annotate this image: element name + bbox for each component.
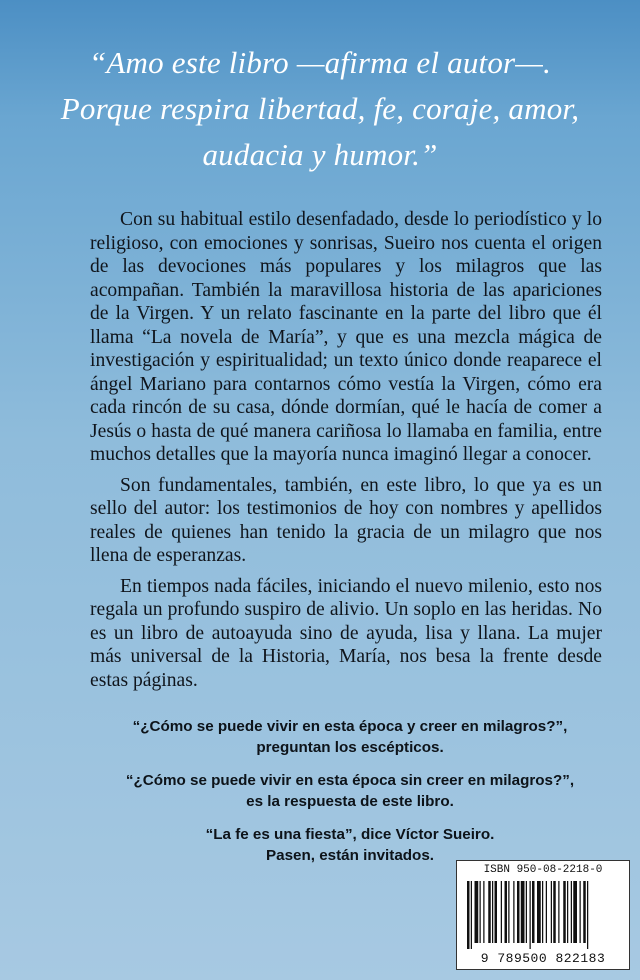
barcode-bar <box>537 881 541 943</box>
ean-number: 9 789500 822183 <box>480 951 606 966</box>
barcode-bar <box>526 881 527 943</box>
barcode-bar <box>471 881 472 949</box>
barcode-bar <box>580 881 581 943</box>
barcode-bar <box>542 881 543 943</box>
barcode-bar <box>551 881 552 943</box>
closing-q1-line-2: preguntan los escépticos. <box>256 739 444 756</box>
barcode-bar <box>553 881 556 943</box>
closing-q3-line-1: “La fe es una fiesta”, dice Víctor Sueiro. <box>205 826 495 843</box>
barcode-bar <box>492 881 493 943</box>
pull-quote-line-1: “Amo este libro —afirma el autor—. <box>88 45 552 80</box>
barcode-bar <box>532 881 535 943</box>
barcode-bar <box>573 881 577 943</box>
closing-question-answer <box>70 770 630 812</box>
closing-question-skeptics <box>70 716 630 758</box>
closing-q1-line-1: “¿Cómo se puede vivir en esta época y creer en milagros?”, <box>132 718 568 735</box>
barcode-bar <box>495 881 498 943</box>
barcode-bar <box>563 881 566 943</box>
barcode-bar <box>571 881 572 943</box>
barcode-bar <box>521 881 525 943</box>
barcode-bar <box>513 881 514 943</box>
closing-statements <box>70 716 630 878</box>
synopsis <box>90 208 602 699</box>
barcode-bar <box>517 881 520 943</box>
barcode-bar <box>475 881 479 943</box>
barcode-bar <box>501 881 502 943</box>
barcode-bar <box>483 881 484 943</box>
barcode-bar <box>480 881 481 943</box>
barcode-bars-graphic <box>465 881 621 949</box>
closing-q2-line-1: “¿Cómo se puede vivir en esta época sin creer en milagros?”, <box>125 772 575 789</box>
closing-q3-line-2: Pasen, están invitados. <box>266 847 434 864</box>
barcode-bar <box>587 881 588 949</box>
synopsis-paragraph-1: Con su habitual estilo desenfadado, desde lo periodístico y lo religioso, con emociones y sonrisas, Sueiro nos cuenta el origen de las devociones más populares y los milagros que las acompañan. También la maravillosa historia de las apariciones de la Virgen. Y un relato fascinante en la parte del libro que él llama “La novela de María”, y que es una mezcla mágica de investigación y espiritualidad; un texto único donde reaparece el ángel Mariano para contarnos cómo vestía la Virgen, cómo era cada rincón de su casa, dónde dormían, qué le hacía de comer a Jesús o hasta de qué manera cariñosa lo llamaba en familia, entre muchos detalles que la mayoría nunca imaginó llegar a conocer. <box>90 209 602 465</box>
synopsis-paragraph-2: Son fundamentales, también, en este libro, lo que ya es un sello del autor: los testimonios de hoy con nombres y apellidos reales de quienes han tenido la gracia de un milagro que nos llena de esperanzas. <box>90 474 602 566</box>
isbn-barcode <box>456 860 630 970</box>
barcode-bar <box>508 881 509 943</box>
barcode-bar <box>488 881 491 943</box>
closing-q2-line-2: es la respuesta de este libro. <box>246 793 454 810</box>
synopsis-paragraph-3: En tiempos nada fáciles, iniciando el nuevo milenio, esto nos regala un profundo suspiro de alivio. Un soplo en las heridas. No es un libro de autoayuda sino de ayuda, lisa y llana. La mujer más universal de la Historia, María, nos besa la frente desde estas páginas. <box>90 575 602 691</box>
barcode-bar <box>467 881 470 949</box>
barcode-bar <box>505 881 508 943</box>
barcode-bar <box>583 881 586 943</box>
pull-quote-line-3: audacia y humor.” <box>202 137 438 172</box>
barcode-bar <box>558 881 559 943</box>
barcode-bar <box>530 881 531 949</box>
barcode-bar <box>546 881 547 943</box>
isbn-number: ISBN 950-08-2218-0 <box>483 864 603 876</box>
pull-quote <box>0 40 640 178</box>
barcode-bar <box>567 881 568 943</box>
pull-quote-line-2: Porque respira libertad, fe, coraje, amor, <box>60 91 580 126</box>
